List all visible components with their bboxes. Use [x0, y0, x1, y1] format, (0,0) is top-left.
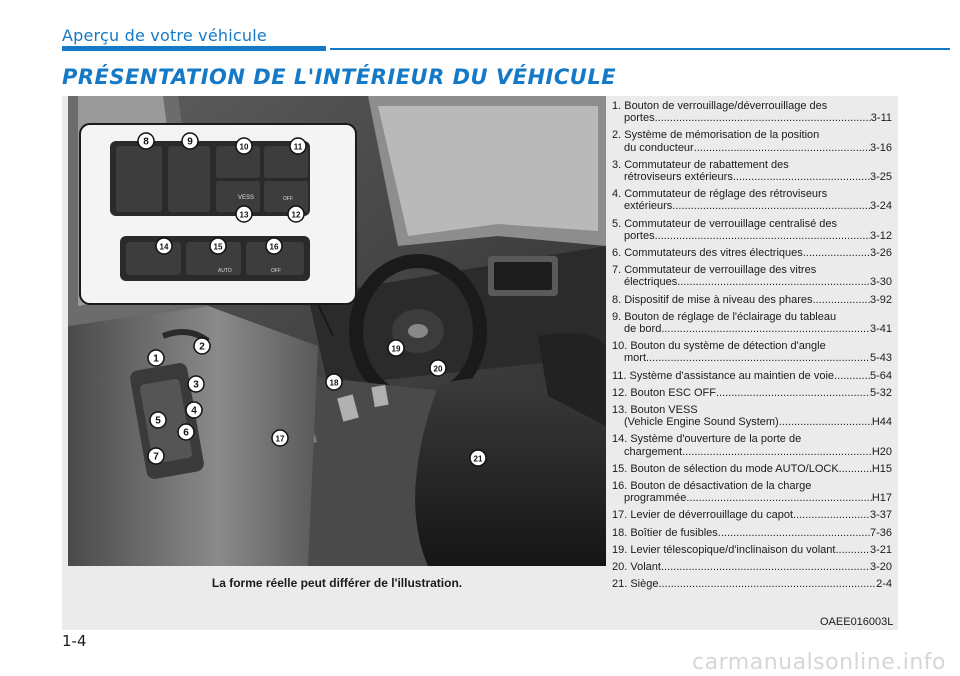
- callout-6: [178, 424, 194, 440]
- item-label: 20. Volant: [612, 561, 661, 574]
- leader-dots: [672, 200, 870, 212]
- list-item: [612, 561, 892, 573]
- item-title: 9. Bouton de réglage de l'éclairage du tableau: [612, 310, 837, 323]
- list-item: [612, 247, 892, 259]
- vess-label: VESS: [238, 195, 255, 201]
- svg-text:15: 15: [213, 242, 223, 252]
- item-page-ref: 3-12: [869, 229, 892, 242]
- header-rule-thick: [62, 46, 326, 51]
- item-label: 17. Levier de déverrouillage du capot: [612, 509, 794, 522]
- item-page-ref: 3-20: [869, 561, 892, 574]
- item-title: 3. Commutateur de rabattement des: [612, 158, 789, 171]
- item-title: 13. Bouton VESS: [612, 404, 698, 417]
- list-item: [612, 578, 892, 590]
- item-label: extérieurs: [624, 200, 673, 213]
- item-label: 18. Boîtier de fusibles: [612, 526, 718, 539]
- callout-21: [470, 450, 486, 466]
- leader-dots: [803, 247, 870, 259]
- item-title: 14. Système d'ouverture de la porte de: [612, 433, 802, 446]
- list-item: [612, 100, 892, 124]
- item-page-ref: 3-26: [869, 247, 892, 260]
- callout-4: [186, 402, 202, 418]
- item-page-ref: 3-25: [869, 171, 892, 184]
- callout-7: [148, 448, 164, 464]
- leader-dots: [686, 492, 871, 504]
- list-item: [612, 264, 892, 288]
- callout-18: [326, 374, 342, 390]
- leader-dots: [813, 294, 870, 306]
- list-item: [612, 370, 892, 382]
- callout-3: [188, 376, 204, 392]
- page-title: PRÉSENTATION DE L'INTÉRIEUR DU VÉHICULE: [62, 65, 617, 89]
- esc-off-label: OFF: [283, 196, 293, 202]
- svg-text:1: 1: [153, 353, 159, 365]
- item-label: programmée: [624, 492, 687, 505]
- svg-text:8: 8: [143, 136, 149, 148]
- svg-text:12: 12: [291, 210, 301, 220]
- leader-dots: [661, 323, 870, 335]
- list-item: [612, 387, 892, 399]
- item-title: 16. Bouton de désactivation de la charge: [612, 480, 812, 493]
- leader-dots: [718, 527, 870, 539]
- callout-14: [156, 238, 172, 254]
- leader-dots: [779, 416, 872, 428]
- callout-12: [288, 206, 304, 222]
- leader-dots: [716, 387, 870, 399]
- item-page-ref: H20: [871, 445, 892, 458]
- leader-dots: [834, 370, 870, 382]
- item-title: 2. Système de mémorisation de la position: [612, 129, 820, 142]
- callout-15: [210, 238, 226, 254]
- leader-dots: [655, 112, 871, 124]
- svg-text:18: 18: [329, 378, 339, 388]
- list-item: [612, 188, 892, 212]
- item-title: 5. Commutateur de verrouillage centralisé des: [612, 217, 838, 230]
- item-page-ref: 3-37: [869, 509, 892, 522]
- item-page-ref: 5-43: [869, 352, 892, 365]
- svg-text:5: 5: [155, 415, 161, 427]
- svg-text:17: 17: [275, 434, 285, 444]
- item-page-ref: 3-11: [870, 112, 892, 125]
- list-item: [612, 544, 892, 556]
- list-item: [612, 340, 892, 364]
- leader-dots: [677, 276, 870, 288]
- svg-text:11: 11: [293, 142, 303, 152]
- leader-dots: [694, 142, 870, 154]
- callout-17: [272, 430, 288, 446]
- callout-2: [194, 338, 210, 354]
- callout-8: [138, 133, 154, 149]
- item-label: 8. Dispositif de mise à niveau des phares: [612, 293, 813, 306]
- svg-text:6: 6: [183, 427, 189, 439]
- item-label: 19. Levier télescopique/d'inclinaison du volant: [612, 543, 836, 556]
- callout-9: [182, 133, 198, 149]
- list-item: [612, 463, 892, 475]
- leader-dots: [646, 352, 870, 364]
- item-page-ref: H15: [871, 462, 892, 475]
- auto-label: AUTO: [218, 268, 232, 274]
- list-item: [612, 404, 892, 428]
- svg-text:9: 9: [187, 136, 193, 148]
- callout-13: [236, 206, 252, 222]
- callout-1: [148, 350, 164, 366]
- list-item: [612, 509, 892, 521]
- leader-dots: [733, 171, 870, 183]
- item-page-ref: 5-32: [869, 386, 892, 399]
- interior-illustration: [68, 96, 606, 566]
- item-page-ref: 3-92: [869, 293, 892, 306]
- svg-text:21: 21: [473, 454, 483, 464]
- list-item: [612, 159, 892, 183]
- svg-text:3: 3: [193, 379, 199, 391]
- leader-dots: [661, 561, 870, 573]
- leader-dots: [682, 446, 872, 458]
- page-number: 1-4: [62, 632, 87, 650]
- list-item: [612, 311, 892, 335]
- leader-dots: [839, 463, 872, 475]
- item-page-ref: 5-64: [869, 369, 892, 382]
- item-page-ref: H17: [871, 492, 892, 505]
- item-label: portes: [624, 229, 655, 242]
- callout-11: [290, 138, 306, 154]
- leader-dots: [793, 509, 870, 521]
- leader-dots: [655, 230, 870, 242]
- callout-19: [388, 340, 404, 356]
- svg-text:14: 14: [159, 242, 169, 252]
- item-label: (Vehicle Engine Sound System): [624, 416, 779, 429]
- svg-text:4: 4: [191, 405, 197, 417]
- item-label: 12. Bouton ESC OFF: [612, 386, 716, 399]
- callout-5: [150, 412, 166, 428]
- svg-text:13: 13: [239, 210, 249, 220]
- list-item: [612, 527, 892, 539]
- item-label: 11. Système d'assistance au maintien de voie: [612, 369, 835, 382]
- item-label: chargement: [624, 445, 683, 458]
- item-label: portes: [624, 112, 655, 125]
- leader-dots: [658, 578, 876, 590]
- item-label: électriques: [624, 276, 678, 289]
- item-title: 4. Commutateur de réglage des rétroviseurs: [612, 188, 828, 201]
- list-item: [612, 433, 892, 457]
- item-page-ref: H44: [871, 416, 892, 429]
- item-label: de bord: [624, 323, 662, 336]
- item-label: 15. Bouton de sélection du mode AUTO/LOCK: [612, 462, 839, 475]
- callout-20: [430, 360, 446, 376]
- component-list: [612, 100, 892, 596]
- list-item: [612, 294, 892, 306]
- item-page-ref: 7-36: [869, 526, 892, 539]
- item-label: mort: [624, 352, 646, 365]
- item-page-ref: 3-16: [869, 141, 892, 154]
- item-page-ref: 2-4: [876, 578, 892, 591]
- item-label: 21. Siège: [612, 578, 659, 591]
- header-rule-thin: [330, 48, 950, 50]
- item-title: 7. Commutateur de verrouillage des vitres: [612, 264, 817, 277]
- svg-text:20: 20: [433, 364, 443, 374]
- callout-16: [266, 238, 282, 254]
- list-item: [612, 218, 892, 242]
- item-label: 6. Commutateurs des vitres électriques: [612, 247, 803, 260]
- svg-text:10: 10: [239, 142, 249, 152]
- svg-text:2: 2: [199, 341, 205, 353]
- item-page-ref: 3-41: [869, 323, 892, 336]
- callout-10: [236, 138, 252, 154]
- svg-text:19: 19: [391, 344, 401, 354]
- item-page-ref: 3-21: [869, 543, 892, 556]
- list-item: [612, 480, 892, 504]
- svg-text:16: 16: [269, 242, 279, 252]
- section-title: Aperçu de votre véhicule: [62, 26, 267, 45]
- item-page-ref: 3-24: [869, 200, 892, 213]
- image-code: OAEE016003L: [820, 616, 894, 628]
- item-label: rétroviseurs extérieurs: [624, 171, 733, 184]
- watermark: carmanualsonline.info: [692, 650, 946, 675]
- list-item: [612, 129, 892, 153]
- svg-text:7: 7: [153, 451, 159, 463]
- item-title: 1. Bouton de verrouillage/déverrouillage des: [612, 100, 828, 112]
- illustration-caption: La forme réelle peut différer de l'illustration.: [211, 576, 463, 590]
- leader-dots: [835, 544, 869, 556]
- item-page-ref: 3-30: [869, 276, 892, 289]
- item-label: du conducteur: [624, 141, 694, 154]
- item-title: 10. Bouton du système de détection d'angle: [612, 340, 826, 353]
- charge-off-label: OFF: [271, 268, 281, 274]
